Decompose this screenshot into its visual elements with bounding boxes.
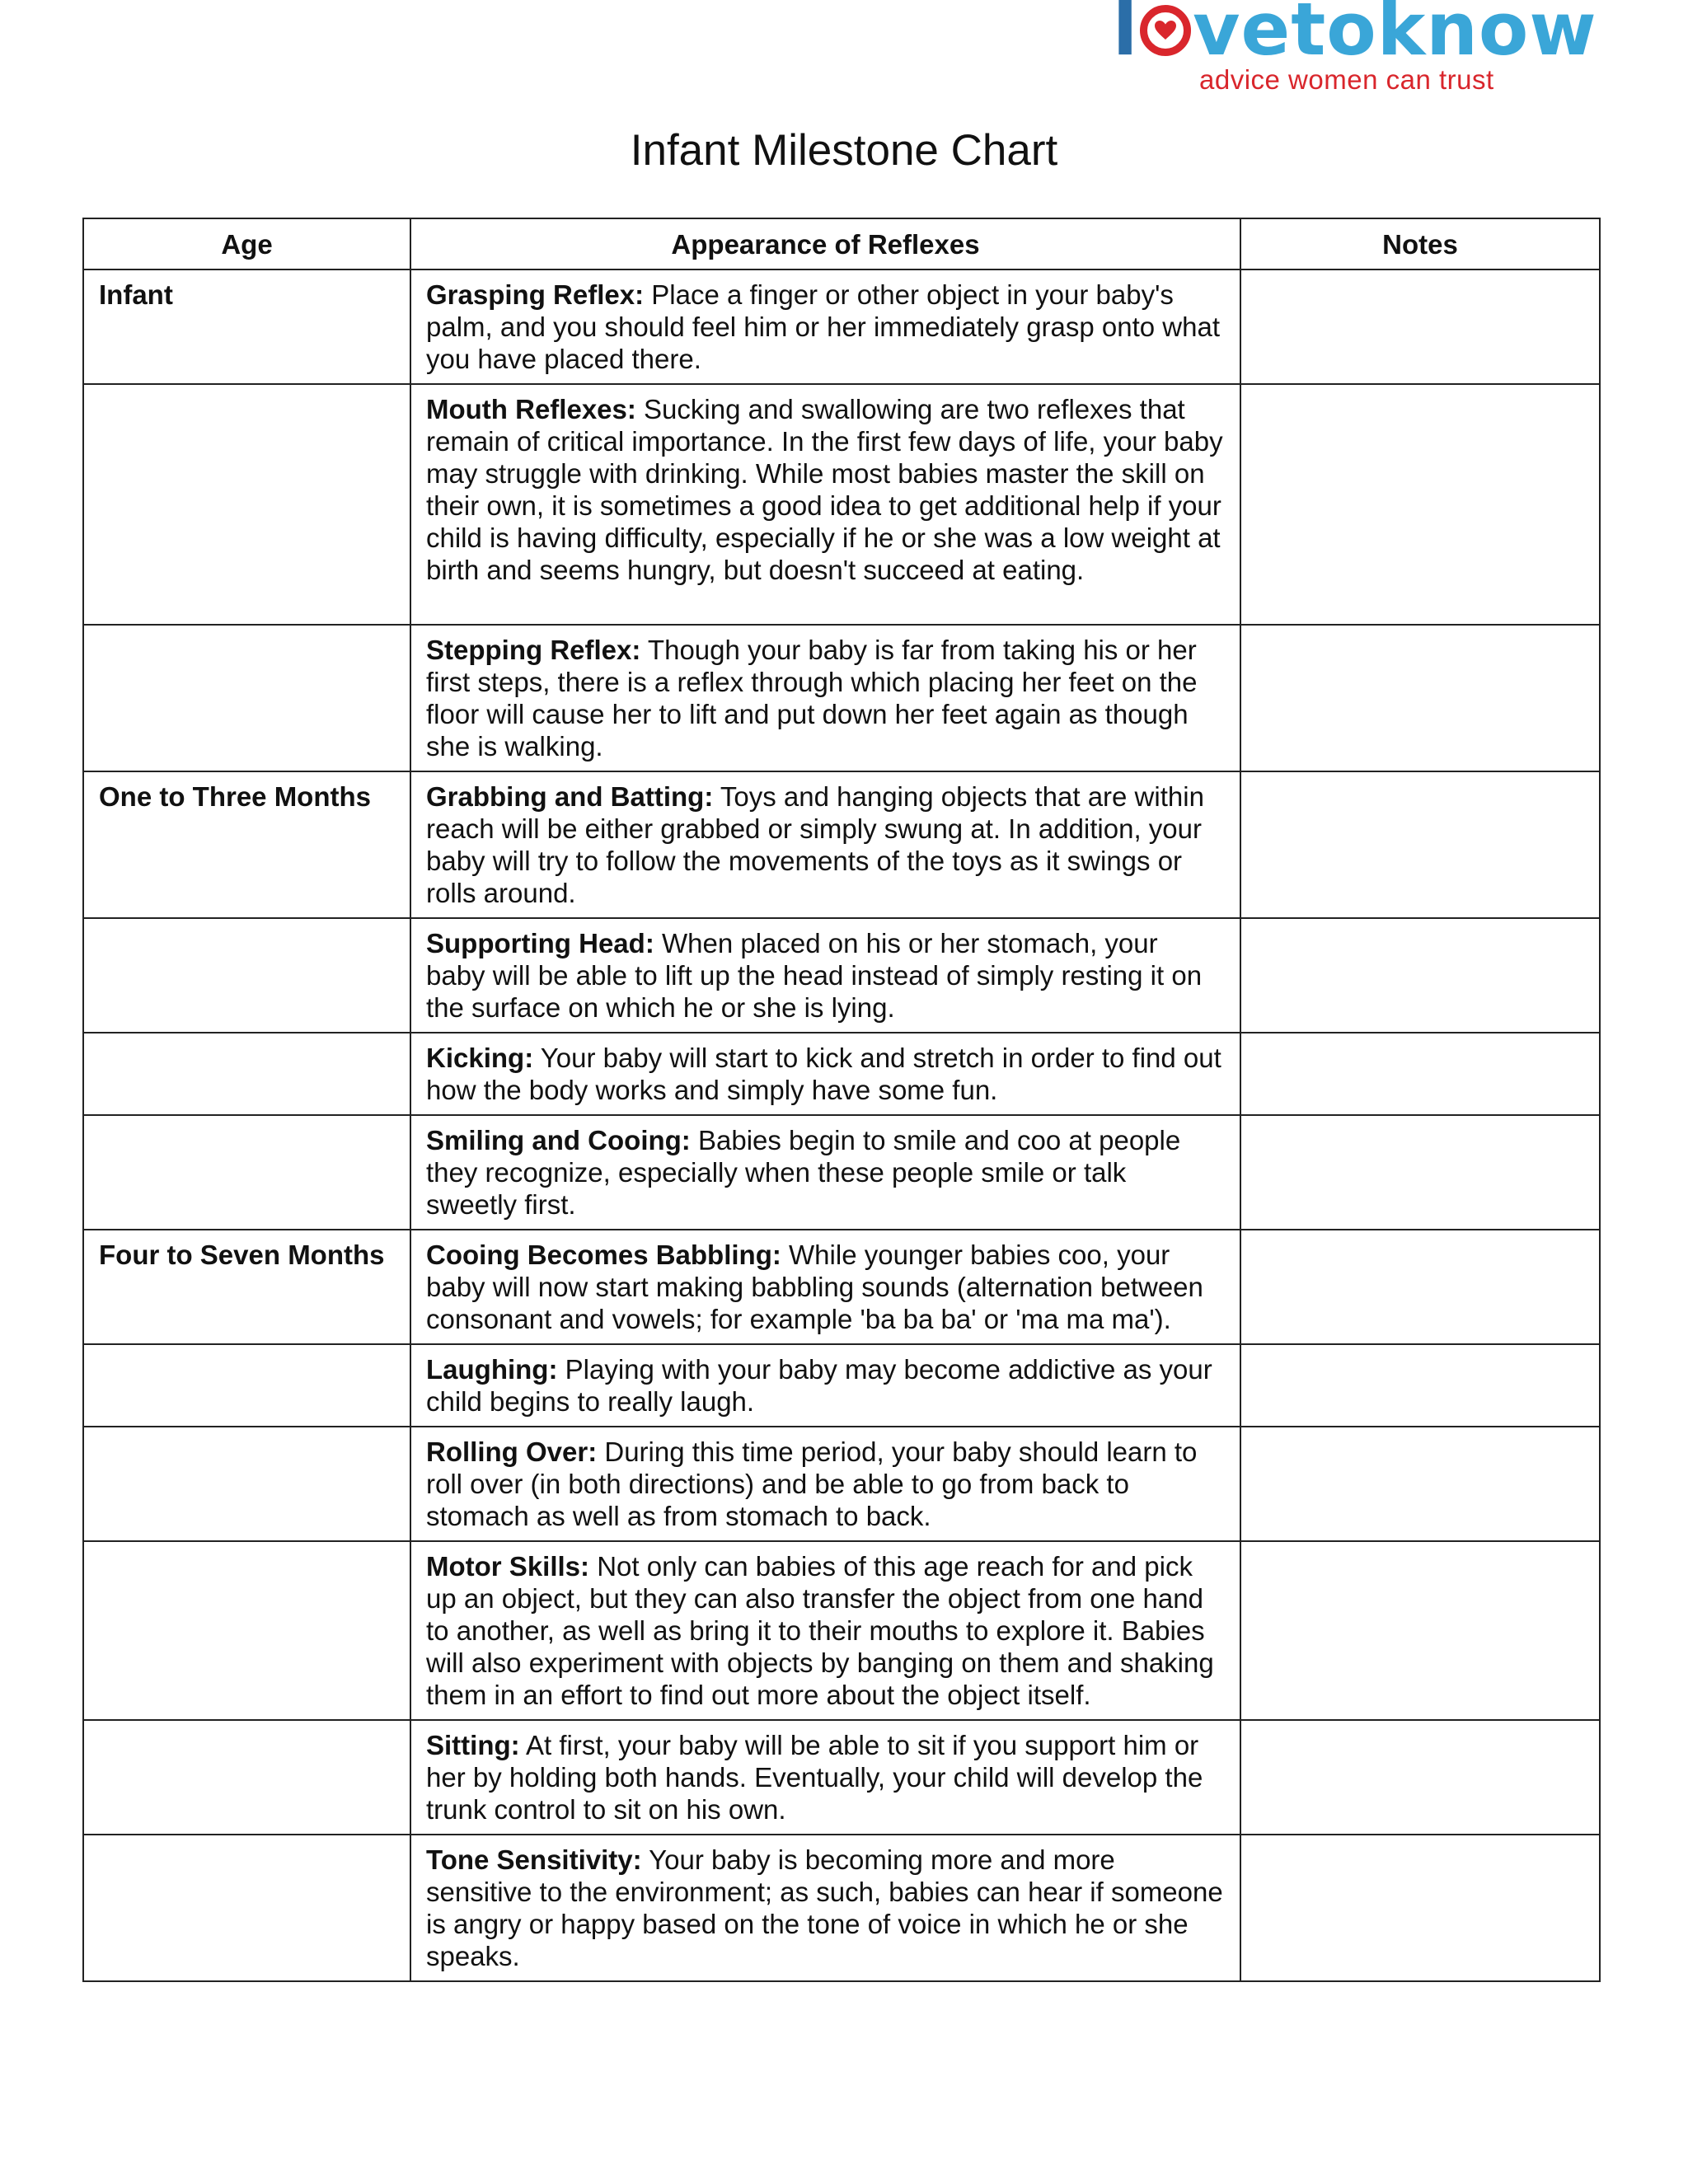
table-row (83, 1115, 1600, 1230)
age-cell (83, 918, 410, 1033)
reflex-description-cell (410, 918, 1240, 1033)
table-row (83, 625, 1600, 771)
reflex-term: Rolling Over: (426, 1436, 598, 1467)
table-row (83, 918, 1600, 1033)
notes-cell (1240, 1230, 1600, 1344)
age-cell (83, 1835, 410, 1981)
notes-cell (1240, 1720, 1600, 1835)
reflex-term: Grasping Reflex: (426, 279, 645, 310)
reflex-term: Motor Skills: (426, 1551, 590, 1582)
reflex-description-cell (410, 1344, 1240, 1427)
page-title: Infant Milestone Chart (630, 126, 1058, 175)
logo-wordmark (1113, 0, 1597, 72)
table-row (83, 1344, 1600, 1427)
logo-letters-rest: vetoknow (1193, 0, 1597, 72)
reflex-term: Tone Sensitivity: (426, 1844, 642, 1875)
logo-tagline: advice women can trust (1199, 64, 1494, 95)
table-row (83, 1720, 1600, 1835)
reflex-text: Your baby is becoming more and more sensitive to the environment; as such, babies can hear if someone is angry or happy based on the tone of voice in which he or she speaks. (426, 1844, 1223, 1971)
heart-icon (1140, 5, 1191, 56)
age-cell (83, 1720, 410, 1835)
notes-cell (1240, 1115, 1600, 1230)
age-cell (83, 1033, 410, 1115)
notes-cell (1240, 384, 1600, 625)
header-notes: Notes (1240, 218, 1600, 269)
age-cell: One to Three Months (83, 771, 410, 918)
reflex-description-cell (410, 1720, 1240, 1835)
reflex-term: Laughing: (426, 1354, 558, 1385)
table-row (83, 269, 1600, 384)
reflex-term: Grabbing and Batting: (426, 781, 714, 812)
header-appearance: Appearance of Reflexes (410, 218, 1240, 269)
age-cell (83, 384, 410, 625)
age-cell: Infant (83, 269, 410, 384)
age-cell (83, 1541, 410, 1720)
reflex-description-cell (410, 1230, 1240, 1344)
notes-cell (1240, 1835, 1600, 1981)
reflex-text: Place a finger or other object in your baby's palm, and you should feel him or her immediately grasp onto what you have placed there. (426, 279, 1221, 374)
reflex-term: Cooing Becomes Babbling: (426, 1240, 781, 1270)
reflex-text: When placed on his or her stomach, your baby will be able to lift up the head instead of simply resting it on the surface on which he or she is lying. (426, 928, 1203, 1023)
table-header-row (83, 218, 1600, 269)
reflex-description-cell (410, 625, 1240, 771)
age-cell (83, 1344, 410, 1427)
reflex-text: Babies begin to smile and coo at people they recognize, especially when these people smile or talk sweetly first. (426, 1125, 1181, 1220)
age-cell (83, 625, 410, 771)
reflex-text: While younger babies coo, your baby will now start making babbling sounds (alternation between consonant and vowels; for example 'ba ba ba' or 'ma ma ma'). (426, 1240, 1203, 1334)
table-row (83, 1033, 1600, 1115)
reflex-text: At first, your baby will be able to sit if you support him or her by holding both hands. Eventually, your child will develop the trunk control to sit on his own. (426, 1730, 1203, 1825)
notes-cell (1240, 1344, 1600, 1427)
reflex-text: Playing with your baby may become addictive as your child begins to really laugh. (426, 1354, 1212, 1417)
table-row (83, 384, 1600, 625)
reflex-text: Though your baby is far from taking his or her first steps, there is a reflex through which placing her feet on the floor will cause her to lift and put down her feet again as though she is walking. (426, 635, 1198, 762)
notes-cell (1240, 1427, 1600, 1541)
reflex-term: Smiling and Cooing: (426, 1125, 691, 1155)
reflex-text: Toys and hanging objects that are within reach will be either grabbed or simply swung at. In addition, your baby will try to follow the movements of the toys as it swings or rolls around. (426, 781, 1204, 908)
table-row (83, 1427, 1600, 1541)
reflex-term: Stepping Reflex: (426, 635, 641, 665)
reflex-text: Your baby will start to kick and stretch in order to find out how the body works and simply have some fun. (426, 1043, 1221, 1105)
reflex-description-cell (410, 1427, 1240, 1541)
reflex-description-cell (410, 1033, 1240, 1115)
notes-cell (1240, 625, 1600, 771)
reflex-text: Not only can babies of this age reach for and pick up an object, but they can also transfer the object from one hand to another, as well as bring it to their mouths to explore it. Babies will also experiment with objects by banging on them and shaking them in an effort to find out more about the object itself. (426, 1551, 1214, 1710)
table-row (83, 1835, 1600, 1981)
age-cell: Four to Seven Months (83, 1230, 410, 1344)
notes-cell (1240, 1541, 1600, 1720)
table-row (83, 771, 1600, 918)
logo-letter-l: l (1113, 0, 1139, 72)
reflex-description-cell (410, 269, 1240, 384)
header-age: Age (83, 218, 410, 269)
age-cell (83, 1427, 410, 1541)
table-row (83, 1541, 1600, 1720)
reflex-description-cell (410, 1835, 1240, 1981)
reflex-term: Supporting Head: (426, 928, 654, 958)
table-row (83, 1230, 1600, 1344)
reflex-term: Kicking: (426, 1043, 534, 1073)
notes-cell (1240, 918, 1600, 1033)
notes-cell (1240, 771, 1600, 918)
reflex-term: Mouth Reflexes: (426, 394, 636, 424)
notes-cell (1240, 269, 1600, 384)
reflex-description-cell (410, 1541, 1240, 1720)
reflex-description-cell (410, 384, 1240, 625)
age-cell (83, 1115, 410, 1230)
reflex-description-cell (410, 1115, 1240, 1230)
reflex-text: Sucking and swallowing are two reflexes that remain of critical importance. In the first few days of life, your baby may struggle with drinking. While most babies master the skill on their own, it is sometimes a good idea to get additional help if your child is having difficulty, especially if he or she was a low weight at birth and seems hungry, but doesn't succeed at eating. (426, 394, 1223, 585)
milestone-table (82, 218, 1601, 1982)
brand-logo (1113, 0, 1597, 99)
reflex-description-cell (410, 771, 1240, 918)
reflex-text: During this time period, your baby should learn to roll over (in both directions) and be able to go from back to stomach as well as from stomach to back. (426, 1436, 1198, 1531)
reflex-term: Sitting: (426, 1730, 520, 1760)
notes-cell (1240, 1033, 1600, 1115)
